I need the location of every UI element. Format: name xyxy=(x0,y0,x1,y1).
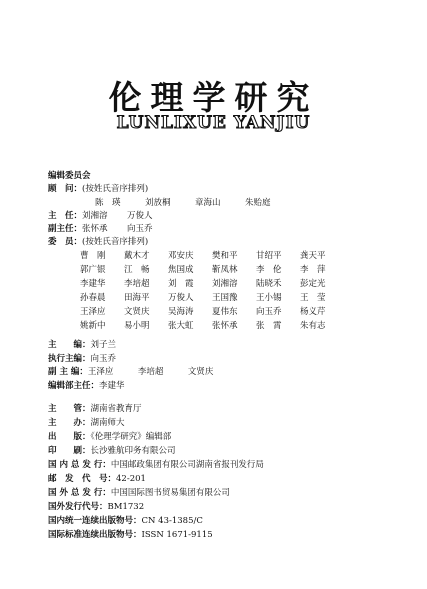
members-line xyxy=(48,237,148,247)
chief-editor-line xyxy=(48,340,116,350)
chief-editor-name: 刘子兰 xyxy=(90,340,117,350)
publishing-line xyxy=(48,474,146,484)
members-row xyxy=(80,251,344,261)
publishing-line xyxy=(48,516,203,526)
members-row xyxy=(80,293,344,303)
member-name: 郭广银 xyxy=(80,265,106,275)
journal-title-chinese: 伦理学研究 xyxy=(108,78,319,117)
publishing-value: BM1732 xyxy=(107,502,145,512)
publishing-line xyxy=(48,530,213,540)
member-name: 王小锡 xyxy=(256,293,282,303)
publishing-value: CN 43-1385/C xyxy=(141,516,203,526)
director-label: 主 任： xyxy=(48,211,83,221)
member-name: 向玉乔 xyxy=(256,307,282,317)
member-name: 张 霄 xyxy=(256,321,282,331)
advisors-note: (按姓氏音序排列) xyxy=(82,184,149,194)
vice-director-line xyxy=(48,224,153,234)
member-name: 文贤庆 xyxy=(124,307,150,317)
publishing-label: 出 版： xyxy=(48,432,91,442)
executive-editor-line xyxy=(48,354,116,364)
publishing-value: 中国邮政集团有限公司湖南省报刊发行局 xyxy=(110,460,264,470)
director-name: 刘湘溶 xyxy=(82,211,108,221)
publishing-label: 国 外 总 发 行： xyxy=(48,488,111,498)
director-line xyxy=(48,211,153,221)
member-name: 王国豫 xyxy=(212,293,238,303)
deputy-editor-name: 王泽应 xyxy=(87,367,114,377)
publishing-label: 国内统一连续出版物号： xyxy=(48,516,142,526)
member-name: 龚天平 xyxy=(300,251,326,261)
journal-title-pinyin: LUNLIXUE YANJIU xyxy=(116,113,311,133)
committee-heading: 编辑委员会 xyxy=(48,171,91,181)
member-name: 李 伦 xyxy=(256,265,282,275)
member-name: 陆晓禾 xyxy=(256,279,282,289)
member-name: 樊和平 xyxy=(212,251,238,261)
publishing-line xyxy=(48,404,142,414)
chief-editor-label: 主 编： xyxy=(48,340,91,350)
member-name: 李建华 xyxy=(80,279,106,289)
vice-director-name: 向玉乔 xyxy=(127,224,153,234)
publishing-label: 印 刷： xyxy=(48,446,91,456)
deputy-editor-name: 文贤庆 xyxy=(187,367,214,377)
deputy-editor-name: 李培超 xyxy=(137,367,164,377)
advisor-name: 朱贻庭 xyxy=(245,198,271,208)
member-name: 夏伟东 xyxy=(212,307,238,317)
member-name: 王 莹 xyxy=(300,293,326,303)
deputy-editor-line xyxy=(48,367,213,377)
member-name: 刘 霞 xyxy=(168,279,194,289)
members-row xyxy=(80,265,344,275)
member-name: 田海平 xyxy=(124,293,150,303)
advisors-names xyxy=(95,198,295,208)
publishing-value: 湖南师大 xyxy=(90,418,125,428)
publishing-label: 国 内 总 发 行： xyxy=(48,460,111,470)
member-name: 李 萍 xyxy=(300,265,326,275)
member-name: 姚新中 xyxy=(80,321,106,331)
member-name: 刘湘溶 xyxy=(212,279,238,289)
members-row xyxy=(80,321,344,331)
advisor-name: 刘放桐 xyxy=(145,198,171,208)
vice-director-name: 张怀承 xyxy=(82,224,108,234)
publishing-value: 《伦理学研究》编辑部 xyxy=(90,432,172,442)
member-name: 李培超 xyxy=(124,279,150,289)
member-name: 易小明 xyxy=(124,321,150,331)
publishing-label: 国际标准连续出版物号： xyxy=(48,530,142,540)
advisor-name: 章海山 xyxy=(195,198,221,208)
publishing-label: 国外发行代号： xyxy=(48,502,108,512)
publishing-line xyxy=(48,432,171,442)
publishing-line xyxy=(48,418,125,428)
executive-editor-name: 向玉乔 xyxy=(90,354,117,364)
director-name: 万俊人 xyxy=(127,211,153,221)
advisors-label: 顾 问： xyxy=(48,184,83,194)
member-name: 孙春晨 xyxy=(80,293,106,303)
member-name: 甘绍平 xyxy=(256,251,282,261)
publishing-value: 湖南省教育厅 xyxy=(90,404,142,414)
member-name: 张大虹 xyxy=(168,321,194,331)
vice-director-label: 副主任： xyxy=(48,224,83,234)
members-row xyxy=(80,307,344,317)
member-name: 焦国成 xyxy=(168,265,194,275)
advisor-name: 陈 瑛 xyxy=(95,198,121,208)
office-director-line xyxy=(48,381,125,391)
office-director-name: 李建华 xyxy=(99,381,125,391)
publishing-line xyxy=(48,502,144,512)
members-note: (按姓氏音序排列) xyxy=(82,237,149,247)
member-name: 曹 刚 xyxy=(80,251,106,261)
publishing-value: ISSN 1671-9115 xyxy=(141,530,213,540)
member-name: 朱有志 xyxy=(300,321,326,331)
office-director-label: 编辑部主任： xyxy=(48,381,100,391)
publishing-line xyxy=(48,460,264,470)
member-name: 杨义芹 xyxy=(300,307,326,317)
member-name: 靳凤林 xyxy=(212,265,238,275)
advisors-line xyxy=(48,184,148,194)
member-name: 戴木才 xyxy=(124,251,150,261)
publishing-label: 主 办： xyxy=(48,418,91,428)
publishing-value: 42-201 xyxy=(116,474,146,484)
members-row xyxy=(80,279,344,289)
member-name: 万俊人 xyxy=(168,293,194,303)
publishing-line xyxy=(48,488,230,498)
publishing-line xyxy=(48,446,176,456)
member-name: 王泽应 xyxy=(80,307,106,317)
member-name: 彭定光 xyxy=(300,279,326,289)
publishing-label: 主 管： xyxy=(48,404,91,414)
member-name: 张怀承 xyxy=(212,321,238,331)
deputy-editor-label: 副 主 编： xyxy=(48,367,88,377)
publishing-label: 邮 发 代 号： xyxy=(48,474,117,484)
members-label: 委 员： xyxy=(48,237,83,247)
executive-editor-label: 执行主编： xyxy=(48,354,91,364)
publishing-value: 长沙雅航印务有限公司 xyxy=(90,446,176,456)
member-name: 江 畅 xyxy=(124,265,150,275)
member-name: 吴海涛 xyxy=(168,307,194,317)
publishing-value: 中国国际图书贸易集团有限公司 xyxy=(110,488,230,498)
member-name: 邓安庆 xyxy=(168,251,194,261)
